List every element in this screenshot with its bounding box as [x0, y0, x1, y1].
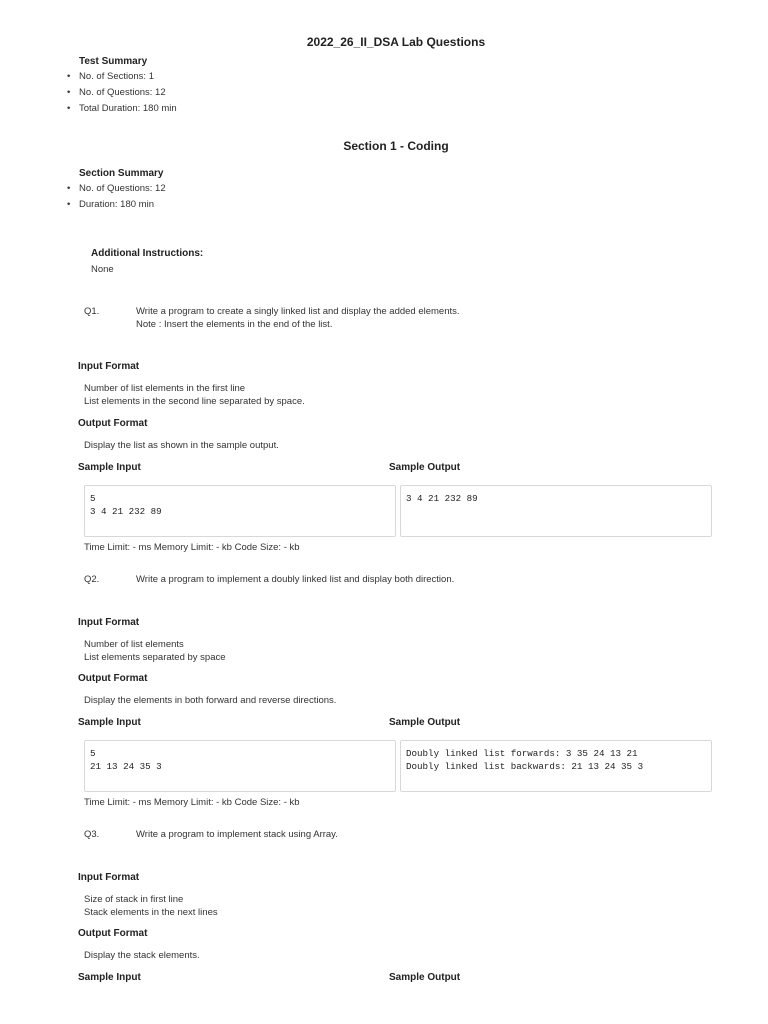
- sample-output-box: 3 4 21 232 89: [400, 485, 712, 537]
- sample-output-label: Sample Output: [389, 462, 461, 473]
- question-line: Write a program to create a singly linked list and display the added elements.: [136, 306, 460, 317]
- sample-input-label: Sample Input: [78, 462, 141, 473]
- input-line: Stack elements in the next lines: [84, 906, 218, 918]
- section-summary-heading: Section Summary: [79, 168, 164, 179]
- additional-instructions-heading: Additional Instructions:: [91, 248, 204, 259]
- document-title: 2022_26_II_DSA Lab Questions: [306, 35, 486, 49]
- question-text: Write a program to implement a doubly linked list and display both direction.: [136, 574, 455, 585]
- input-line: Size of stack in first line: [84, 894, 184, 905]
- sample-input-box: 5 3 4 21 232 89: [84, 485, 396, 537]
- list-item: • Duration: 180 min: [67, 197, 166, 213]
- input-line: List elements in the second line separated by space.: [84, 395, 305, 407]
- output-format-text: Display the elements in both forward and reverse directions.: [84, 695, 337, 706]
- output-format-heading: Output Format: [78, 673, 148, 684]
- output-format-heading: Output Format: [78, 928, 148, 939]
- question-number: Q3.: [84, 829, 100, 840]
- question-number: Q2.: [84, 574, 100, 585]
- output-format-text: Display the stack elements.: [84, 950, 200, 961]
- list-item: • No. of Questions: 12: [67, 85, 177, 101]
- question-text: Write a program to implement stack using Array.: [136, 829, 338, 840]
- list-item: • No. of Questions: 12: [67, 181, 166, 197]
- input-format-text: [84, 639, 226, 664]
- sample-output-box: Doubly linked list forwards: 3 35 24 13 21 Doubly linked list backwards: 21 13 24 35 3: [400, 740, 712, 792]
- test-summary-list: [67, 69, 177, 117]
- limits-text: Time Limit: - ms Memory Limit: - kb Code Size: - kb: [84, 542, 300, 553]
- sample-input-label: Sample Input: [78, 717, 141, 728]
- question-text: [136, 306, 460, 331]
- input-format-heading: Input Format: [78, 617, 140, 628]
- list-item: • Total Duration: 180 min: [67, 101, 177, 117]
- input-format-heading: Input Format: [78, 872, 140, 883]
- test-summary-heading: Test Summary: [79, 56, 148, 67]
- input-format-text: [84, 383, 305, 408]
- sample-output-label: Sample Output: [389, 717, 461, 728]
- additional-instructions-text: None: [91, 264, 114, 275]
- question-number: Q1.: [84, 306, 100, 317]
- input-format-text: [84, 894, 218, 919]
- input-line: Number of list elements in the first line: [84, 383, 246, 394]
- section-summary-list: [67, 181, 166, 213]
- input-line: List elements separated by space: [84, 651, 226, 663]
- question-line: Note : Insert the elements in the end of the list.: [136, 318, 333, 330]
- list-item: • No. of Sections: 1: [67, 69, 177, 85]
- output-format-heading: Output Format: [78, 418, 148, 429]
- sample-output-label: Sample Output: [389, 972, 461, 983]
- limits-text: Time Limit: - ms Memory Limit: - kb Code Size: - kb: [84, 797, 300, 808]
- sample-input-box: 5 21 13 24 35 3: [84, 740, 396, 792]
- output-format-text: Display the list as shown in the sample output.: [84, 440, 279, 451]
- section-title: Section 1 - Coding: [343, 139, 449, 153]
- input-format-heading: Input Format: [78, 361, 140, 372]
- sample-input-label: Sample Input: [78, 972, 141, 983]
- input-line: Number of list elements: [84, 639, 184, 650]
